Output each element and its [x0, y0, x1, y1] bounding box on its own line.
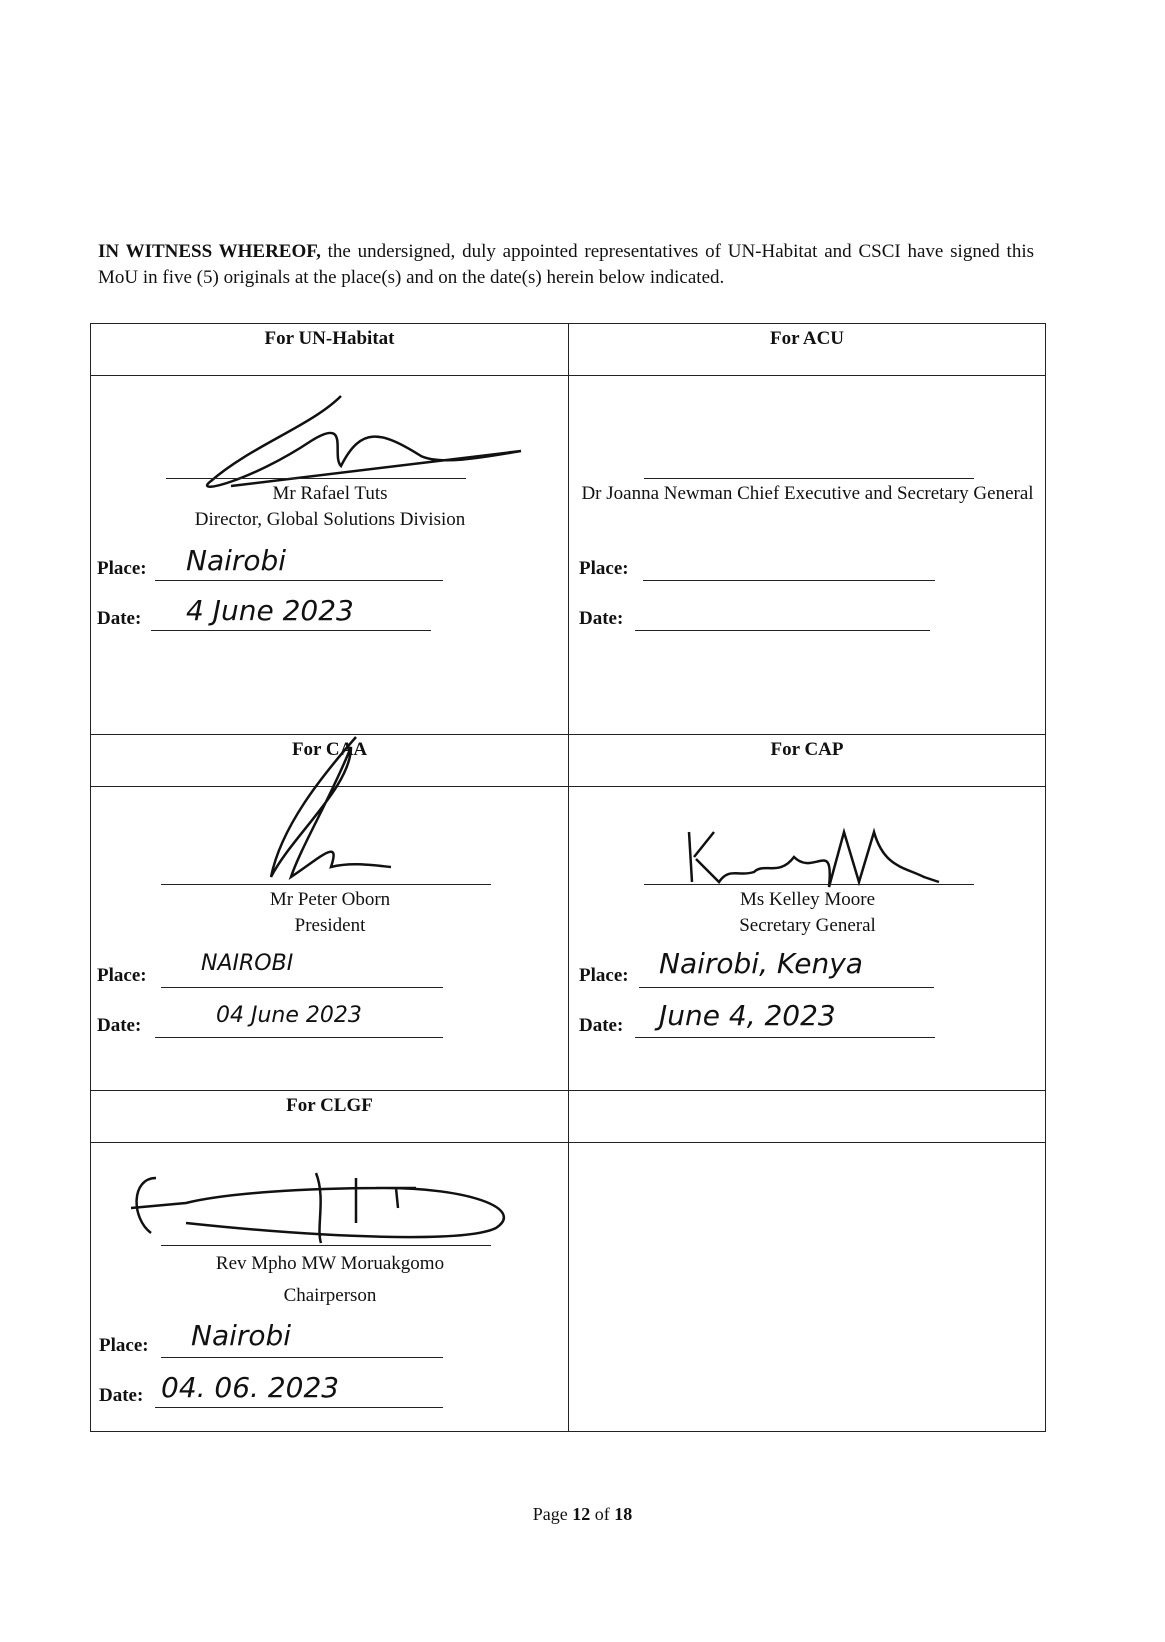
- signatory-name: Rev Mpho MW Moruakgomo: [215, 1253, 445, 1274]
- date-line: [151, 630, 431, 631]
- date-label: Date:: [579, 1015, 624, 1036]
- place-label: Place:: [99, 1335, 149, 1356]
- signature-mpho-moruakgomo: [126, 1168, 516, 1243]
- witness-text: the undersigned, duly appointed representatives of UN-Habitat and CSCI have signed this MoU in five (5) originals at the place(s) and on the date(s) herein below indicated.: [98, 241, 1035, 288]
- block-cap: [569, 787, 1046, 1091]
- signature-line: [161, 1245, 491, 1246]
- signature-line: [161, 884, 491, 885]
- date-value: 04. 06. 2023: [161, 1371, 340, 1404]
- date-label: Date:: [579, 608, 624, 629]
- date-label: Date:: [97, 608, 142, 629]
- place-line: [155, 580, 443, 581]
- signature-line: [166, 478, 466, 479]
- signature-peter-oborn: [261, 737, 401, 887]
- signatory-title: President: [294, 915, 366, 936]
- header-clgf: For CLGF: [91, 1091, 569, 1143]
- place-line: [161, 987, 443, 988]
- place-label: Place:: [97, 965, 147, 986]
- signatory-name: Mr Rafael Tuts: [272, 483, 388, 504]
- place-label: Place:: [579, 965, 629, 986]
- block-un-habitat: [91, 376, 569, 735]
- place-line: [161, 1357, 443, 1358]
- signatory-title: Director, Global Solutions Division: [194, 509, 466, 530]
- block-empty: [569, 1143, 1046, 1432]
- date-label: Date:: [99, 1385, 144, 1406]
- signature-table: [90, 323, 1046, 1432]
- page-number: Page 12 of 18: [532, 1504, 633, 1524]
- header-cap: For CAP: [569, 735, 1046, 787]
- block-clgf: [91, 1143, 569, 1432]
- place-line: [639, 987, 934, 988]
- header-un-habitat: For UN-Habitat: [91, 324, 569, 376]
- date-line: [635, 630, 930, 631]
- signatory-name: Dr Joanna Newman Chief Executive and Secretary General: [581, 483, 1034, 504]
- date-value: June 4, 2023: [659, 999, 836, 1032]
- block-acu: [569, 376, 1046, 735]
- signatory-name: Ms Kelley Moore: [739, 889, 876, 910]
- header-acu: For ACU: [569, 324, 1046, 376]
- date-label: Date:: [97, 1015, 142, 1036]
- signatory-title: Chairperson: [283, 1285, 377, 1306]
- date-line: [155, 1407, 443, 1408]
- place-line: [643, 580, 935, 581]
- signature-line: [644, 478, 974, 479]
- signature-rafael-tuts: [191, 386, 531, 491]
- date-line: [635, 1037, 935, 1038]
- signatory-title: Secretary General: [739, 915, 876, 936]
- place-label: Place:: [97, 558, 147, 579]
- date-value: 4 June 2023: [186, 594, 354, 627]
- place-value: NAIROBI: [201, 951, 294, 976]
- header-caa: For CAA: [91, 735, 569, 787]
- signatory-name: Mr Peter Oborn: [269, 889, 391, 910]
- place-value: Nairobi, Kenya: [659, 947, 863, 980]
- place-value: Nairobi: [191, 1319, 292, 1352]
- place-value: Nairobi: [186, 544, 287, 577]
- witness-paragraph: [98, 239, 1034, 291]
- header-empty: [569, 1091, 1046, 1143]
- block-caa: [91, 787, 569, 1091]
- place-label: Place:: [579, 558, 629, 579]
- date-line: [155, 1037, 443, 1038]
- signature-line: [644, 884, 974, 885]
- witness-lead: IN WITNESS WHEREOF,: [98, 241, 321, 262]
- date-value: 04 June 2023: [216, 1003, 362, 1028]
